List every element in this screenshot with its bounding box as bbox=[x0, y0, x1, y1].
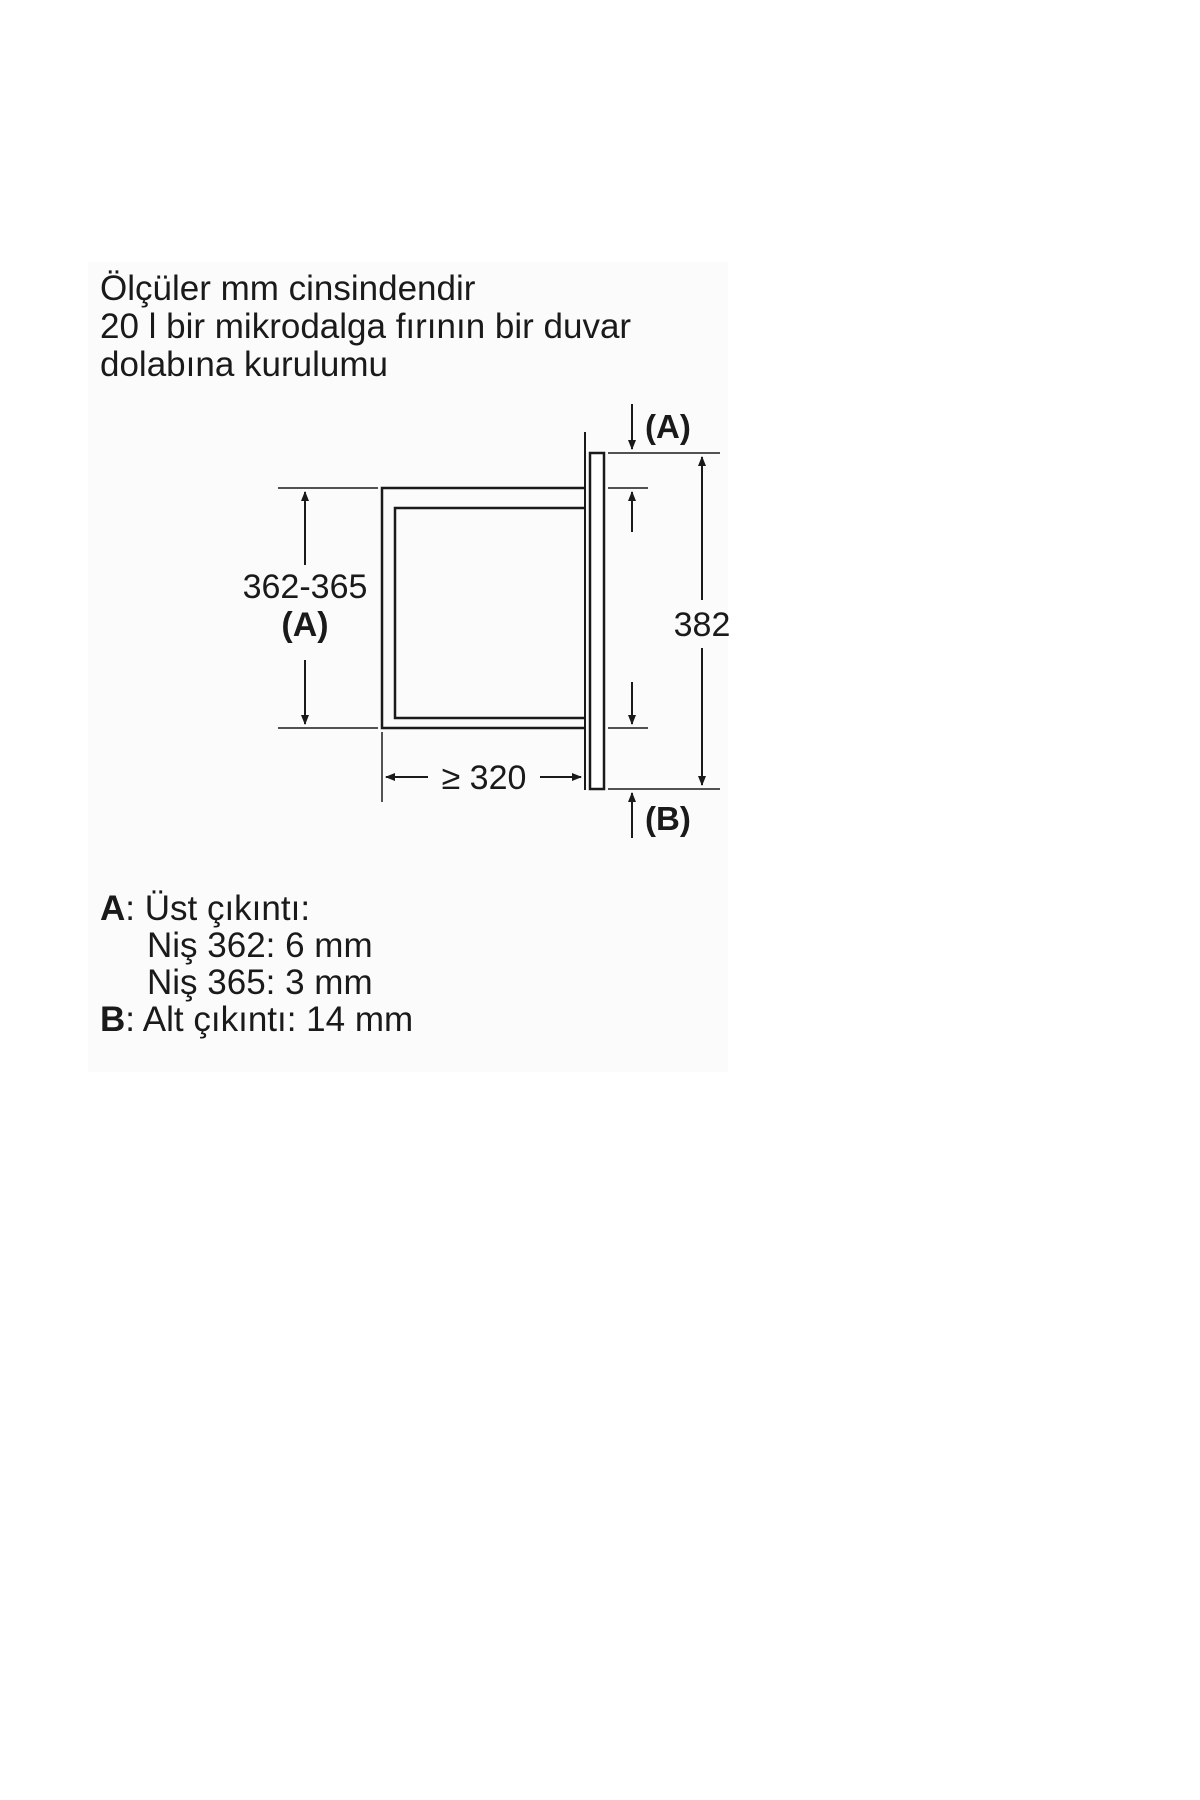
legend-key-a: A bbox=[100, 889, 126, 928]
legend-key-b: B bbox=[100, 1000, 126, 1039]
total-height-label: 382 bbox=[673, 606, 731, 644]
legend-row-b bbox=[100, 1001, 413, 1038]
legend-a-niche-365: Niş 365: 3 mm bbox=[147, 963, 373, 1002]
cabinet-inner-wall bbox=[395, 508, 585, 718]
diagram-legend bbox=[100, 890, 413, 1038]
cabinet-outer-wall bbox=[382, 488, 585, 728]
heading-line-description: 20 l bir mikrodalga fırının bir duvar bbox=[100, 307, 632, 346]
heading-line-description-cont: dolabına kurulumu bbox=[100, 345, 388, 384]
top-protrusion-ref: (A) bbox=[645, 408, 691, 445]
legend-text-b: : Alt çıkıntı: 14 mm bbox=[125, 1000, 414, 1039]
legend-a-niche-362: Niş 362: 6 mm bbox=[147, 926, 373, 965]
appliance-front-panel bbox=[590, 453, 604, 789]
niche-height-ref: (A) bbox=[281, 606, 329, 644]
depth-label: ≥ 320 bbox=[441, 759, 527, 797]
niche-height-value: 362-365 bbox=[242, 568, 368, 606]
legend-row-a bbox=[100, 890, 413, 927]
heading-line-units: Ölçüler mm cinsindendir bbox=[100, 269, 476, 308]
legend-text-a: : Üst çıkıntı: bbox=[125, 889, 311, 928]
bottom-protrusion-ref: (B) bbox=[645, 800, 691, 837]
